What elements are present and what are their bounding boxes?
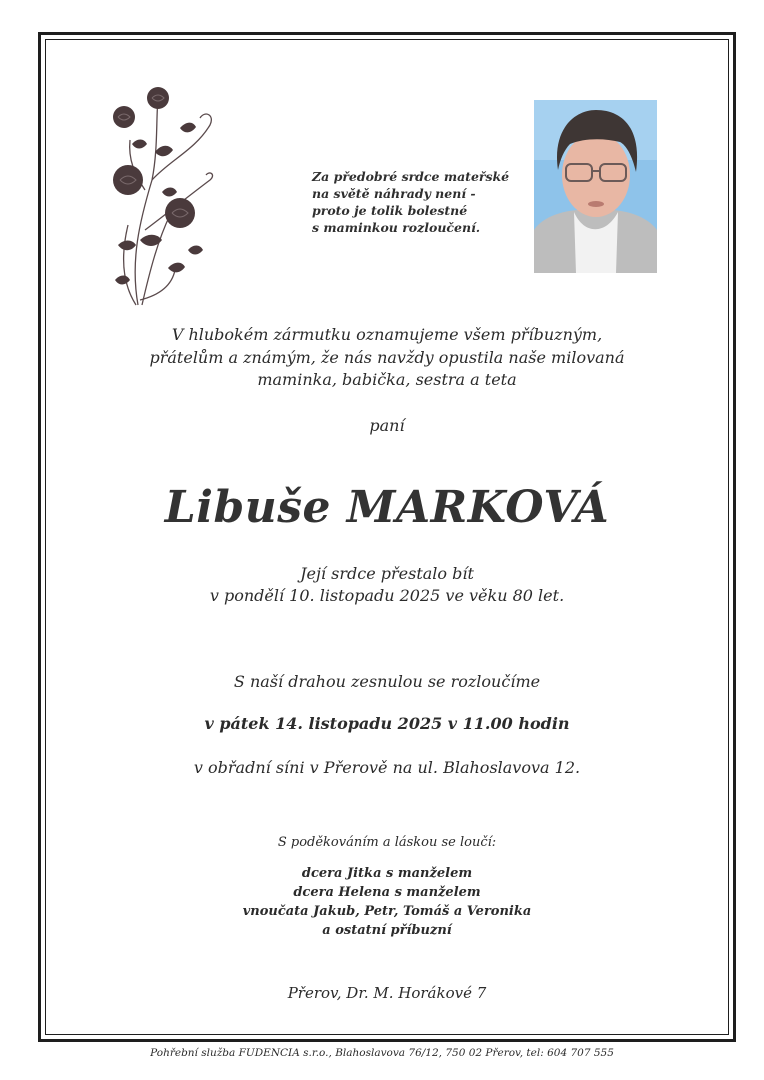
quote-line: Za předobré srdce mateřské — [312, 169, 510, 184]
death-details — [45, 563, 729, 607]
announcement-line: maminka, babička, sestra a teta — [257, 370, 517, 389]
quote-line: s maminkou rozloučení. — [312, 220, 481, 235]
announcement-line: V hlubokém zármutku oznamujeme všem příbuzným, — [171, 325, 603, 344]
announcement-text — [45, 324, 729, 392]
portrait-photo — [534, 100, 657, 273]
deceased-name: Libuše MARKOVÁ — [164, 482, 610, 533]
honorific: paní — [369, 416, 405, 435]
mourner-line: dcera Helena s manželem — [293, 885, 481, 900]
mourners-list — [45, 864, 729, 940]
announcement-line: přátelům a známým, že nás navždy opustila naše milovaná — [149, 347, 625, 367]
quote-verse — [312, 168, 512, 236]
mourner-line: dcera Jitka s manželem — [301, 866, 473, 881]
funeral-service-footer: Pohřební služba FUDENCIA s.r.o., Blahoslavova 76/12, 750 02 Přerov, tel: 604 707 555 — [150, 1047, 614, 1059]
ceremony-intro: S naší drahou zesnulou se rozloučíme — [233, 672, 541, 691]
mourner-line: a ostatní příbuzní — [322, 923, 452, 938]
death-line: v pondělí 10. listopadu 2025 ve věku 80 let. — [209, 586, 565, 605]
quote-line: proto je tolik bolestné — [312, 203, 468, 218]
quote-line: na světě náhrady není - — [312, 186, 476, 201]
death-line: Její srdce přestalo bít — [300, 564, 474, 583]
ceremony-place: v obřadní síni v Přerově na ul. Blahoslavova 12. — [193, 758, 581, 777]
mourners-intro: S poděkováním a láskou se loučí: — [277, 835, 497, 850]
roses-icon — [100, 80, 225, 315]
ceremony-datetime: v pátek 14. listopadu 2025 v 11.00 hodin — [204, 714, 570, 733]
mourner-line: vnoučata Jakub, Petr, Tomáš a Veronika — [242, 904, 532, 919]
family-address: Přerov, Dr. M. Horákové 7 — [287, 984, 487, 1002]
